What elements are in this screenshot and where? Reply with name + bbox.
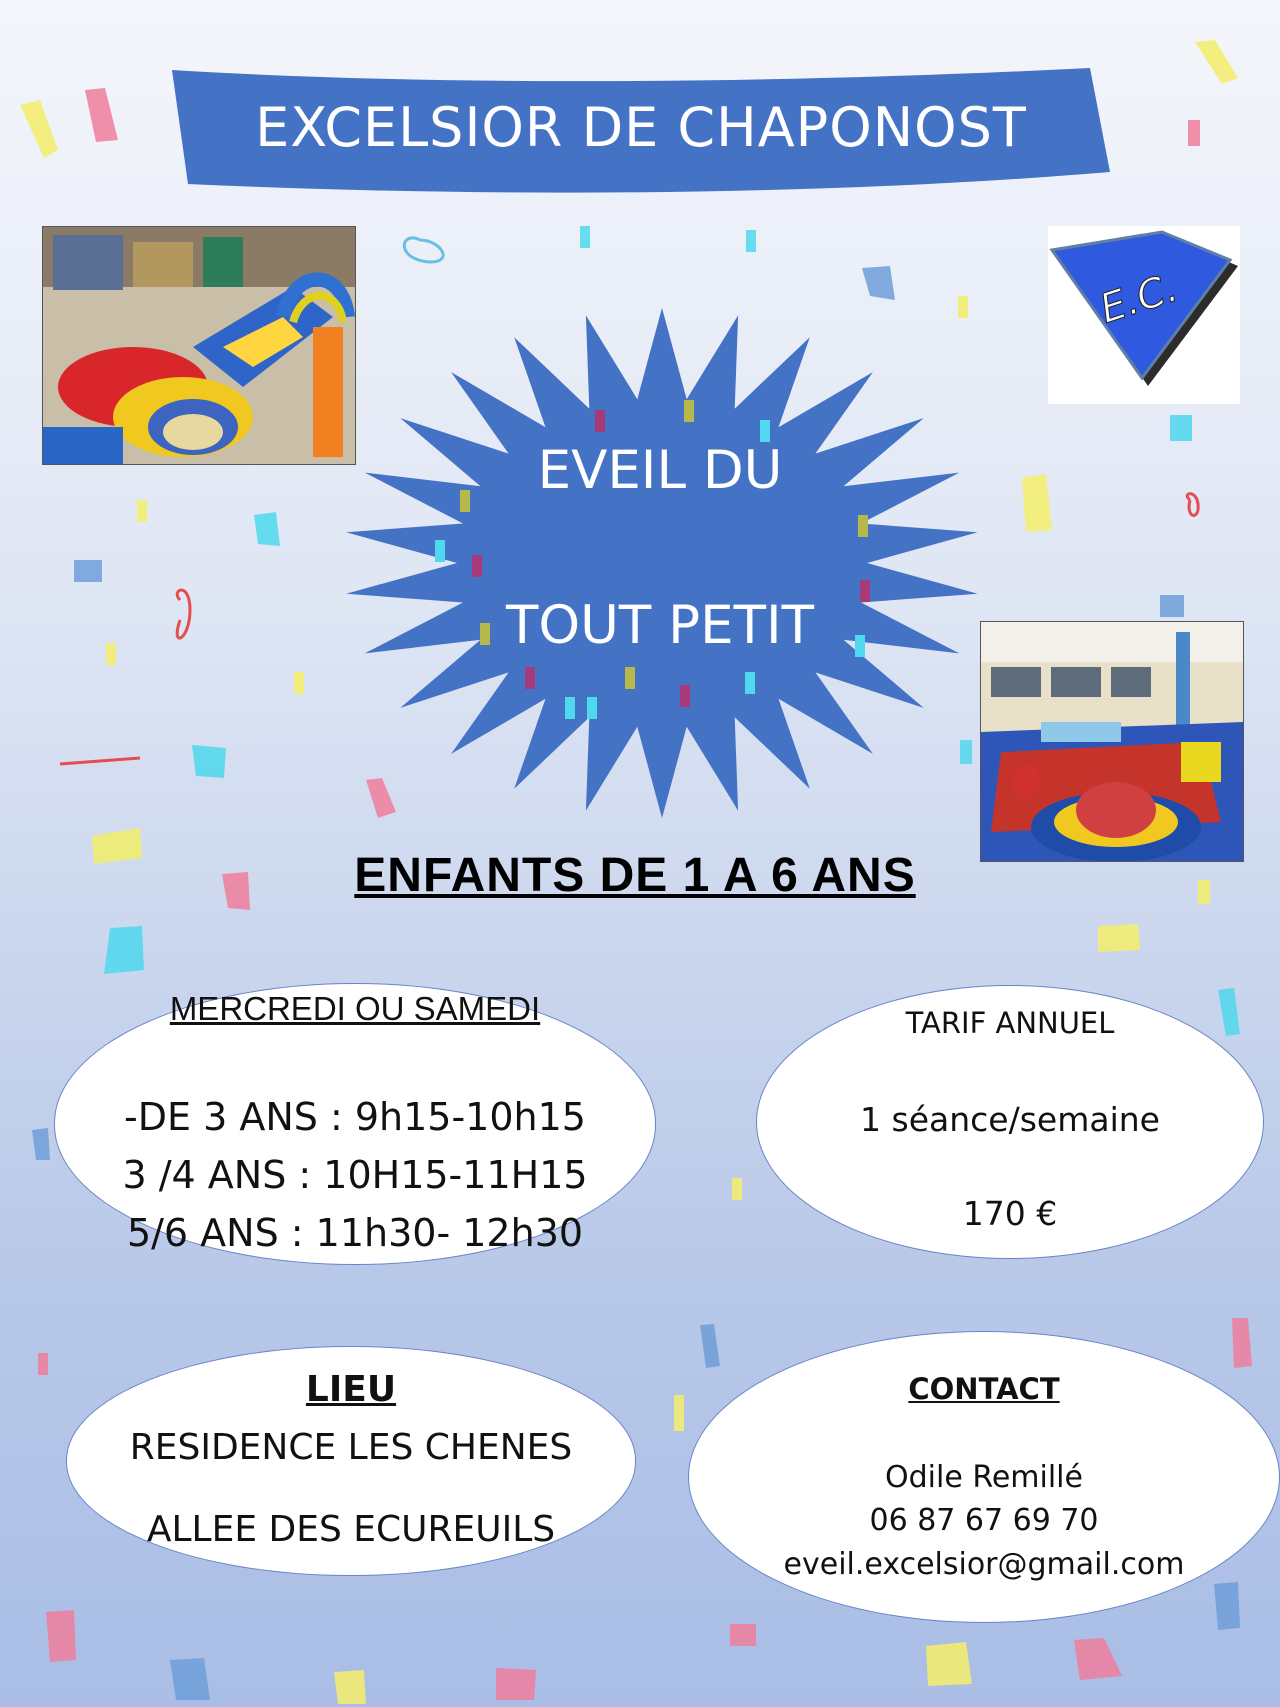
diamond-logo-icon (1048, 226, 1240, 404)
location-line2: ALLEE DES ECUREUILS (146, 1509, 556, 1550)
schedule-bubble (54, 983, 656, 1265)
program-title-line2: TOUT PETIT (506, 595, 814, 656)
tarif-title: TARIF ANNUEL (905, 1006, 1115, 1040)
page-title: EXCELSIOR DE CHAPONOST (255, 96, 1027, 159)
contact-name: Odile Remillé (885, 1460, 1083, 1495)
gym-photo-room (980, 621, 1244, 862)
schedule-title: MERCREDI OU SAMEDI (169, 990, 541, 1027)
schedule-row: -DE 3 ANS : 9h15-10h15 (124, 1095, 586, 1139)
contact-phone: 06 87 67 69 70 (869, 1503, 1099, 1538)
contact-email[interactable]: eveil.excelsior@gmail.com (783, 1547, 1185, 1582)
location-line1: RESIDENCE LES CHENES (129, 1427, 573, 1468)
location-title: LIEU (305, 1369, 397, 1410)
club-logo (1048, 226, 1240, 404)
schedule-row: 5/6 ANS : 11h30- 12h30 (126, 1211, 584, 1255)
starburst-shape (340, 305, 985, 820)
program-title-line1: EVEIL DU (537, 440, 783, 501)
gym-photo-tunnels (42, 226, 356, 465)
tarif-frequency: 1 séance/semaine (860, 1100, 1160, 1139)
contact-bubble (688, 1331, 1280, 1623)
tarif-bubble (756, 985, 1264, 1259)
logo-text: E.C. (1094, 264, 1184, 333)
age-range-heading: ENFANTS DE 1 A 6 ANS (354, 849, 916, 902)
tarif-price: 170 € (962, 1194, 1058, 1233)
location-bubble (66, 1346, 636, 1576)
schedule-row: 3 /4 ANS : 10H15-11H15 (122, 1153, 588, 1197)
contact-title: CONTACT (908, 1372, 1060, 1406)
